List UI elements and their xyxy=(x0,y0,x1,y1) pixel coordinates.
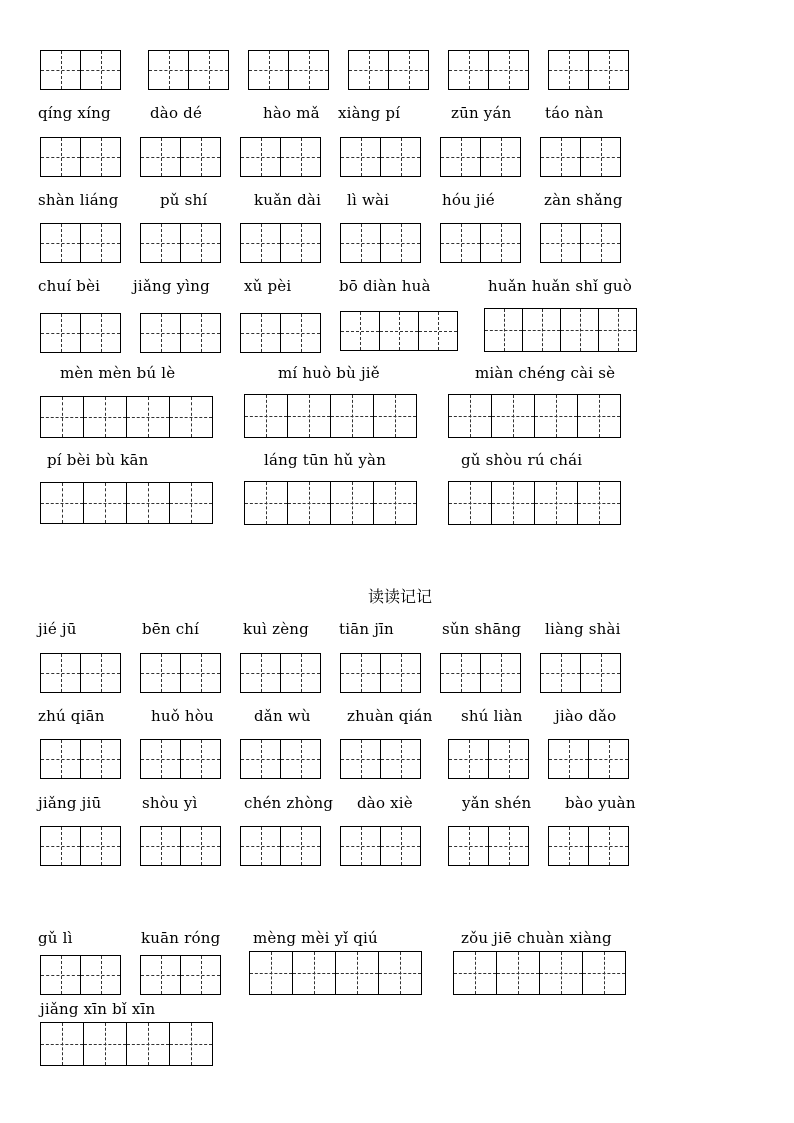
pinyin-label: dào xiè xyxy=(357,794,413,812)
grid-cell xyxy=(535,395,578,437)
writing-grid xyxy=(484,308,637,352)
pinyin-label: shàn liáng xyxy=(38,191,119,209)
pinyin-label: gǔ shòu rú chái xyxy=(461,451,583,469)
grid-cell xyxy=(81,314,121,352)
grid-cell xyxy=(374,395,417,437)
grid-cell xyxy=(449,740,489,778)
writing-grid xyxy=(140,137,221,177)
writing-grid xyxy=(340,137,421,177)
writing-grid xyxy=(548,826,629,866)
pinyin-label: jiǎng yìng xyxy=(133,277,210,295)
pinyin-label: huǎn huǎn shǐ guò xyxy=(488,277,633,295)
grid-cell xyxy=(41,483,84,523)
pinyin-label: lì wài xyxy=(347,191,390,209)
pinyin-label: miàn chéng cài sè xyxy=(475,364,616,382)
grid-cell xyxy=(41,740,81,778)
grid-cell xyxy=(341,312,380,350)
grid-cell xyxy=(293,952,336,994)
pinyin-label: jiǎng xīn bǐ xīn xyxy=(40,1000,156,1018)
grid-cell xyxy=(481,224,521,262)
grid-cell xyxy=(241,827,281,865)
pinyin-label: pí bèi bù kān xyxy=(47,451,149,469)
writing-grid xyxy=(540,653,621,693)
grid-cell xyxy=(489,740,529,778)
pinyin-label: shòu yì xyxy=(142,794,198,812)
pinyin-label: jiǎng jiū xyxy=(38,794,102,812)
grid-cell xyxy=(331,395,374,437)
writing-grid xyxy=(240,739,321,779)
writing-grid xyxy=(40,955,121,995)
grid-cell xyxy=(41,397,84,437)
grid-cell xyxy=(341,740,381,778)
grid-cell xyxy=(81,654,121,692)
writing-grid xyxy=(248,50,329,90)
grid-cell xyxy=(288,395,331,437)
writing-grid xyxy=(148,50,229,90)
grid-cell xyxy=(419,312,458,350)
pinyin-label: mèng mèi yǐ qiú xyxy=(253,929,378,947)
pinyin-label: dǎn wù xyxy=(254,707,311,725)
grid-cell xyxy=(41,1023,84,1065)
pinyin-label: kuān róng xyxy=(141,929,221,947)
pinyin-label: láng tūn hǔ yàn xyxy=(264,451,387,469)
pinyin-label: zūn yán xyxy=(451,104,512,122)
grid-cell xyxy=(535,482,578,524)
grid-cell xyxy=(241,138,281,176)
grid-cell xyxy=(381,654,421,692)
grid-cell xyxy=(379,952,422,994)
writing-grid xyxy=(448,481,621,525)
writing-grid xyxy=(140,653,221,693)
grid-cell xyxy=(281,740,321,778)
writing-grid xyxy=(340,826,421,866)
writing-grid xyxy=(548,739,629,779)
grid-cell xyxy=(149,51,189,89)
grid-cell xyxy=(81,51,121,89)
pinyin-label: bēn chí xyxy=(142,620,200,638)
grid-cell xyxy=(492,482,535,524)
grid-cell xyxy=(289,51,329,89)
grid-cell xyxy=(481,654,521,692)
grid-cell xyxy=(41,51,81,89)
grid-cell xyxy=(341,827,381,865)
grid-cell xyxy=(541,138,581,176)
writing-grid xyxy=(548,50,629,90)
pinyin-label: jiào dǎo xyxy=(555,707,617,725)
pinyin-label: yǎn shén xyxy=(462,794,532,812)
grid-cell xyxy=(578,482,621,524)
pinyin-label: kuǎn dài xyxy=(254,191,322,209)
writing-grid xyxy=(540,223,621,263)
grid-cell xyxy=(241,654,281,692)
pinyin-label: chén zhòng xyxy=(244,794,334,812)
grid-cell xyxy=(374,482,417,524)
pinyin-label: jié jū xyxy=(38,620,77,638)
pinyin-label: bō diàn huà xyxy=(339,277,431,295)
grid-cell xyxy=(84,483,127,523)
grid-cell xyxy=(341,224,381,262)
grid-cell xyxy=(41,827,81,865)
pinyin-label: tiān jīn xyxy=(339,620,394,638)
grid-cell xyxy=(336,952,379,994)
pinyin-label: bào yuàn xyxy=(565,794,636,812)
grid-cell xyxy=(561,309,599,351)
pinyin-label: liàng shài xyxy=(545,620,621,638)
writing-grid xyxy=(140,223,221,263)
writing-grid xyxy=(448,826,529,866)
grid-cell xyxy=(441,138,481,176)
grid-cell xyxy=(81,740,121,778)
pinyin-label: huǒ hòu xyxy=(151,707,214,725)
section-title: 读读记记 xyxy=(367,587,432,606)
writing-grid xyxy=(348,50,429,90)
grid-cell xyxy=(381,224,421,262)
writing-grid xyxy=(240,223,321,263)
grid-cell xyxy=(481,138,521,176)
grid-cell xyxy=(449,51,489,89)
pinyin-label: shú liàn xyxy=(461,707,523,725)
grid-cell xyxy=(449,827,489,865)
grid-cell xyxy=(549,827,589,865)
grid-cell xyxy=(589,827,629,865)
grid-cell xyxy=(599,309,637,351)
writing-grid xyxy=(40,482,213,524)
grid-cell xyxy=(381,740,421,778)
writing-grid xyxy=(440,223,521,263)
grid-cell xyxy=(81,224,121,262)
grid-cell xyxy=(281,827,321,865)
grid-cell xyxy=(389,51,429,89)
pinyin-label: gǔ lì xyxy=(38,929,73,947)
grid-cell xyxy=(341,654,381,692)
writing-grid xyxy=(40,653,121,693)
writing-grid xyxy=(40,396,213,438)
grid-cell xyxy=(41,314,81,352)
grid-cell xyxy=(141,956,181,994)
writing-grid xyxy=(40,739,121,779)
pinyin-label: dào dé xyxy=(150,104,203,122)
grid-cell xyxy=(41,138,81,176)
writing-grid xyxy=(244,394,417,438)
writing-grid xyxy=(453,951,626,995)
grid-cell xyxy=(127,397,170,437)
grid-cell xyxy=(181,314,221,352)
grid-cell xyxy=(141,740,181,778)
grid-cell xyxy=(241,740,281,778)
grid-cell xyxy=(441,224,481,262)
grid-cell xyxy=(181,956,221,994)
pinyin-label: zàn shǎng xyxy=(544,191,623,209)
grid-cell xyxy=(250,952,293,994)
grid-cell xyxy=(281,224,321,262)
grid-cell xyxy=(549,740,589,778)
writing-grid xyxy=(40,137,121,177)
grid-cell xyxy=(249,51,289,89)
writing-grid xyxy=(140,826,221,866)
grid-cell xyxy=(170,483,213,523)
grid-cell xyxy=(489,827,529,865)
grid-cell xyxy=(81,138,121,176)
grid-cell xyxy=(141,224,181,262)
writing-grid xyxy=(340,653,421,693)
grid-cell xyxy=(381,827,421,865)
grid-cell xyxy=(541,224,581,262)
grid-cell xyxy=(141,314,181,352)
writing-grid xyxy=(40,1022,213,1066)
writing-grid xyxy=(448,50,529,90)
grid-cell xyxy=(170,397,213,437)
grid-cell xyxy=(331,482,374,524)
writing-grid xyxy=(340,739,421,779)
grid-cell xyxy=(241,224,281,262)
writing-grid xyxy=(140,313,221,353)
writing-grid xyxy=(240,137,321,177)
grid-cell xyxy=(589,51,629,89)
grid-cell xyxy=(523,309,561,351)
grid-cell xyxy=(341,138,381,176)
grid-cell xyxy=(181,827,221,865)
grid-cell xyxy=(441,654,481,692)
pinyin-label: pǔ shí xyxy=(160,191,208,209)
grid-cell xyxy=(541,654,581,692)
writing-grid xyxy=(340,223,421,263)
grid-cell xyxy=(84,1023,127,1065)
grid-cell xyxy=(141,827,181,865)
grid-cell xyxy=(540,952,583,994)
writing-grid xyxy=(40,223,121,263)
grid-cell xyxy=(127,483,170,523)
grid-cell xyxy=(449,482,492,524)
grid-cell xyxy=(581,654,621,692)
grid-cell xyxy=(281,138,321,176)
writing-grid xyxy=(140,739,221,779)
writing-grid xyxy=(448,394,621,438)
grid-cell xyxy=(181,138,221,176)
writing-grid xyxy=(40,313,121,353)
writing-grid xyxy=(40,826,121,866)
grid-cell xyxy=(449,395,492,437)
pinyin-label: xiàng pí xyxy=(338,104,401,122)
grid-cell xyxy=(497,952,540,994)
writing-grid xyxy=(340,311,458,351)
pinyin-label: mèn mèn bú lè xyxy=(60,364,176,382)
grid-cell xyxy=(170,1023,213,1065)
writing-grid xyxy=(140,955,221,995)
grid-cell xyxy=(41,654,81,692)
grid-cell xyxy=(489,51,529,89)
grid-cell xyxy=(181,740,221,778)
pinyin-label: hào mǎ xyxy=(263,104,320,122)
pinyin-label: zhú qiān xyxy=(38,707,105,725)
pinyin-label: chuí bèi xyxy=(38,277,101,295)
grid-cell xyxy=(578,395,621,437)
grid-cell xyxy=(84,397,127,437)
pinyin-label: táo nàn xyxy=(545,104,604,122)
grid-cell xyxy=(288,482,331,524)
grid-cell xyxy=(241,314,281,352)
grid-cell xyxy=(349,51,389,89)
grid-cell xyxy=(281,654,321,692)
pinyin-label: sǔn shāng xyxy=(442,620,522,638)
writing-grid xyxy=(440,653,521,693)
grid-cell xyxy=(141,138,181,176)
pinyin-label: xǔ pèi xyxy=(244,277,292,295)
grid-cell xyxy=(181,224,221,262)
pinyin-label: kuì zèng xyxy=(243,620,309,638)
writing-grid xyxy=(40,50,121,90)
writing-grid xyxy=(540,137,621,177)
pinyin-label: mí huò bù jiě xyxy=(278,364,380,382)
pinyin-label: zǒu jiē chuàn xiàng xyxy=(461,929,612,947)
grid-cell xyxy=(41,224,81,262)
grid-cell xyxy=(127,1023,170,1065)
writing-grid xyxy=(240,313,321,353)
writing-grid xyxy=(249,951,422,995)
writing-grid xyxy=(240,826,321,866)
writing-grid xyxy=(240,653,321,693)
grid-cell xyxy=(581,138,621,176)
grid-cell xyxy=(549,51,589,89)
writing-grid xyxy=(440,137,521,177)
writing-grid xyxy=(244,481,417,525)
grid-cell xyxy=(581,224,621,262)
grid-cell xyxy=(245,395,288,437)
pinyin-label: qíng xíng xyxy=(38,104,111,122)
writing-grid xyxy=(448,739,529,779)
grid-cell xyxy=(492,395,535,437)
grid-cell xyxy=(41,956,81,994)
grid-cell xyxy=(485,309,523,351)
grid-cell xyxy=(81,956,121,994)
grid-cell xyxy=(141,654,181,692)
pinyin-label: zhuàn qián xyxy=(347,707,433,725)
grid-cell xyxy=(281,314,321,352)
grid-cell xyxy=(381,138,421,176)
grid-cell xyxy=(245,482,288,524)
pinyin-label: hóu jié xyxy=(442,191,495,209)
grid-cell xyxy=(81,827,121,865)
grid-cell xyxy=(380,312,419,350)
grid-cell xyxy=(189,51,229,89)
grid-cell xyxy=(454,952,497,994)
grid-cell xyxy=(589,740,629,778)
grid-cell xyxy=(181,654,221,692)
grid-cell xyxy=(583,952,626,994)
